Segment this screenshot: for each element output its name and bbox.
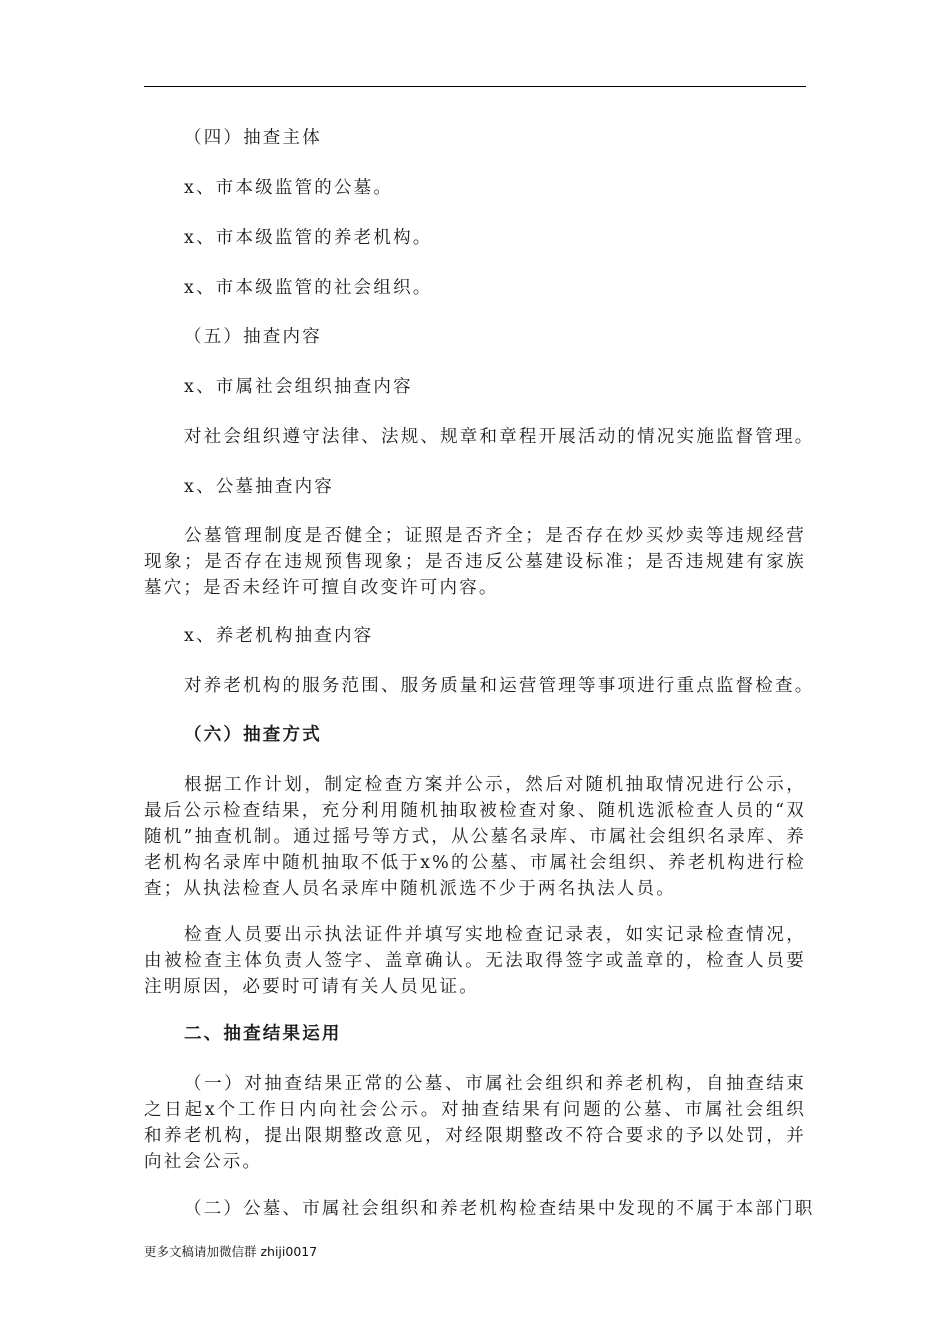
paragraph: 公墓管理制度是否健全；证照是否齐全；是否存在炒买炒卖等违规经营现象；是否存在违规预售现象；是否违反公墓建设标准；是否违规建有家族墓穴；是否未经许可擅自改变许可内容。: [144, 526, 806, 598]
section-heading-4: （四）抽查主体: [184, 128, 322, 148]
paragraph: 对养老机构的服务范围、服务质量和运营管理等事项进行重点监督检查。: [184, 676, 815, 696]
part-heading-2: 二、抽查结果运用: [184, 1024, 342, 1044]
paragraph: 检查人员要出示执法证件并填写实地检查记录表，如实记录检查情况，由被检查主体负责人签字、盖章确认。无法取得签字或盖章的，检查人员要注明原因，必要时可请有关人员见证。: [144, 925, 806, 997]
section-heading-5: （五）抽查内容: [184, 327, 322, 347]
footer-note: 更多文稿请加微信群 zhiji0017: [144, 1244, 318, 1259]
list-item: x、市本级监管的社会组织。: [184, 278, 433, 298]
paragraph: 对社会组织遵守法律、法规、规章和章程开展活动的情况实施监督管理。: [184, 427, 815, 447]
paragraph: （二）公墓、市属社会组织和养老机构检查结果中发现的不属于本部门职: [184, 1199, 815, 1219]
subheading: x、公墓抽查内容: [184, 477, 334, 497]
subheading: x、市属社会组织抽查内容: [184, 377, 413, 397]
header-rule: [144, 86, 806, 87]
subheading: x、养老机构抽查内容: [184, 626, 374, 646]
list-item: x、市本级监管的公墓。: [184, 178, 394, 198]
section-heading-6: （六）抽查方式: [184, 725, 322, 745]
paragraph: 根据工作计划，制定检查方案并公示，然后对随机抽取情况进行公示，最后公示检查结果，充分利用随机抽取被检查对象、随机选派检查人员的“双随机”抽查机制。通过摇号等方式，从公墓名录库、市属社会组织名录库、养老机构名录库中随机抽取不低于x%的公墓、市属社会组织、养老机构进行检查；从执法检查人员名录库中随机派选不少于两名执法人员。: [144, 775, 806, 899]
paragraph: （一）对抽查结果正常的公墓、市属社会组织和养老机构，自抽查结束之日起x个工作日内向社会公示。对抽查结果有问题的公墓、市属社会组织和养老机构，提出限期整改意见，对经限期整改不符合要求的予以处罚，并向社会公示。: [144, 1074, 806, 1172]
list-item: x、市本级监管的养老机构。: [184, 228, 433, 248]
